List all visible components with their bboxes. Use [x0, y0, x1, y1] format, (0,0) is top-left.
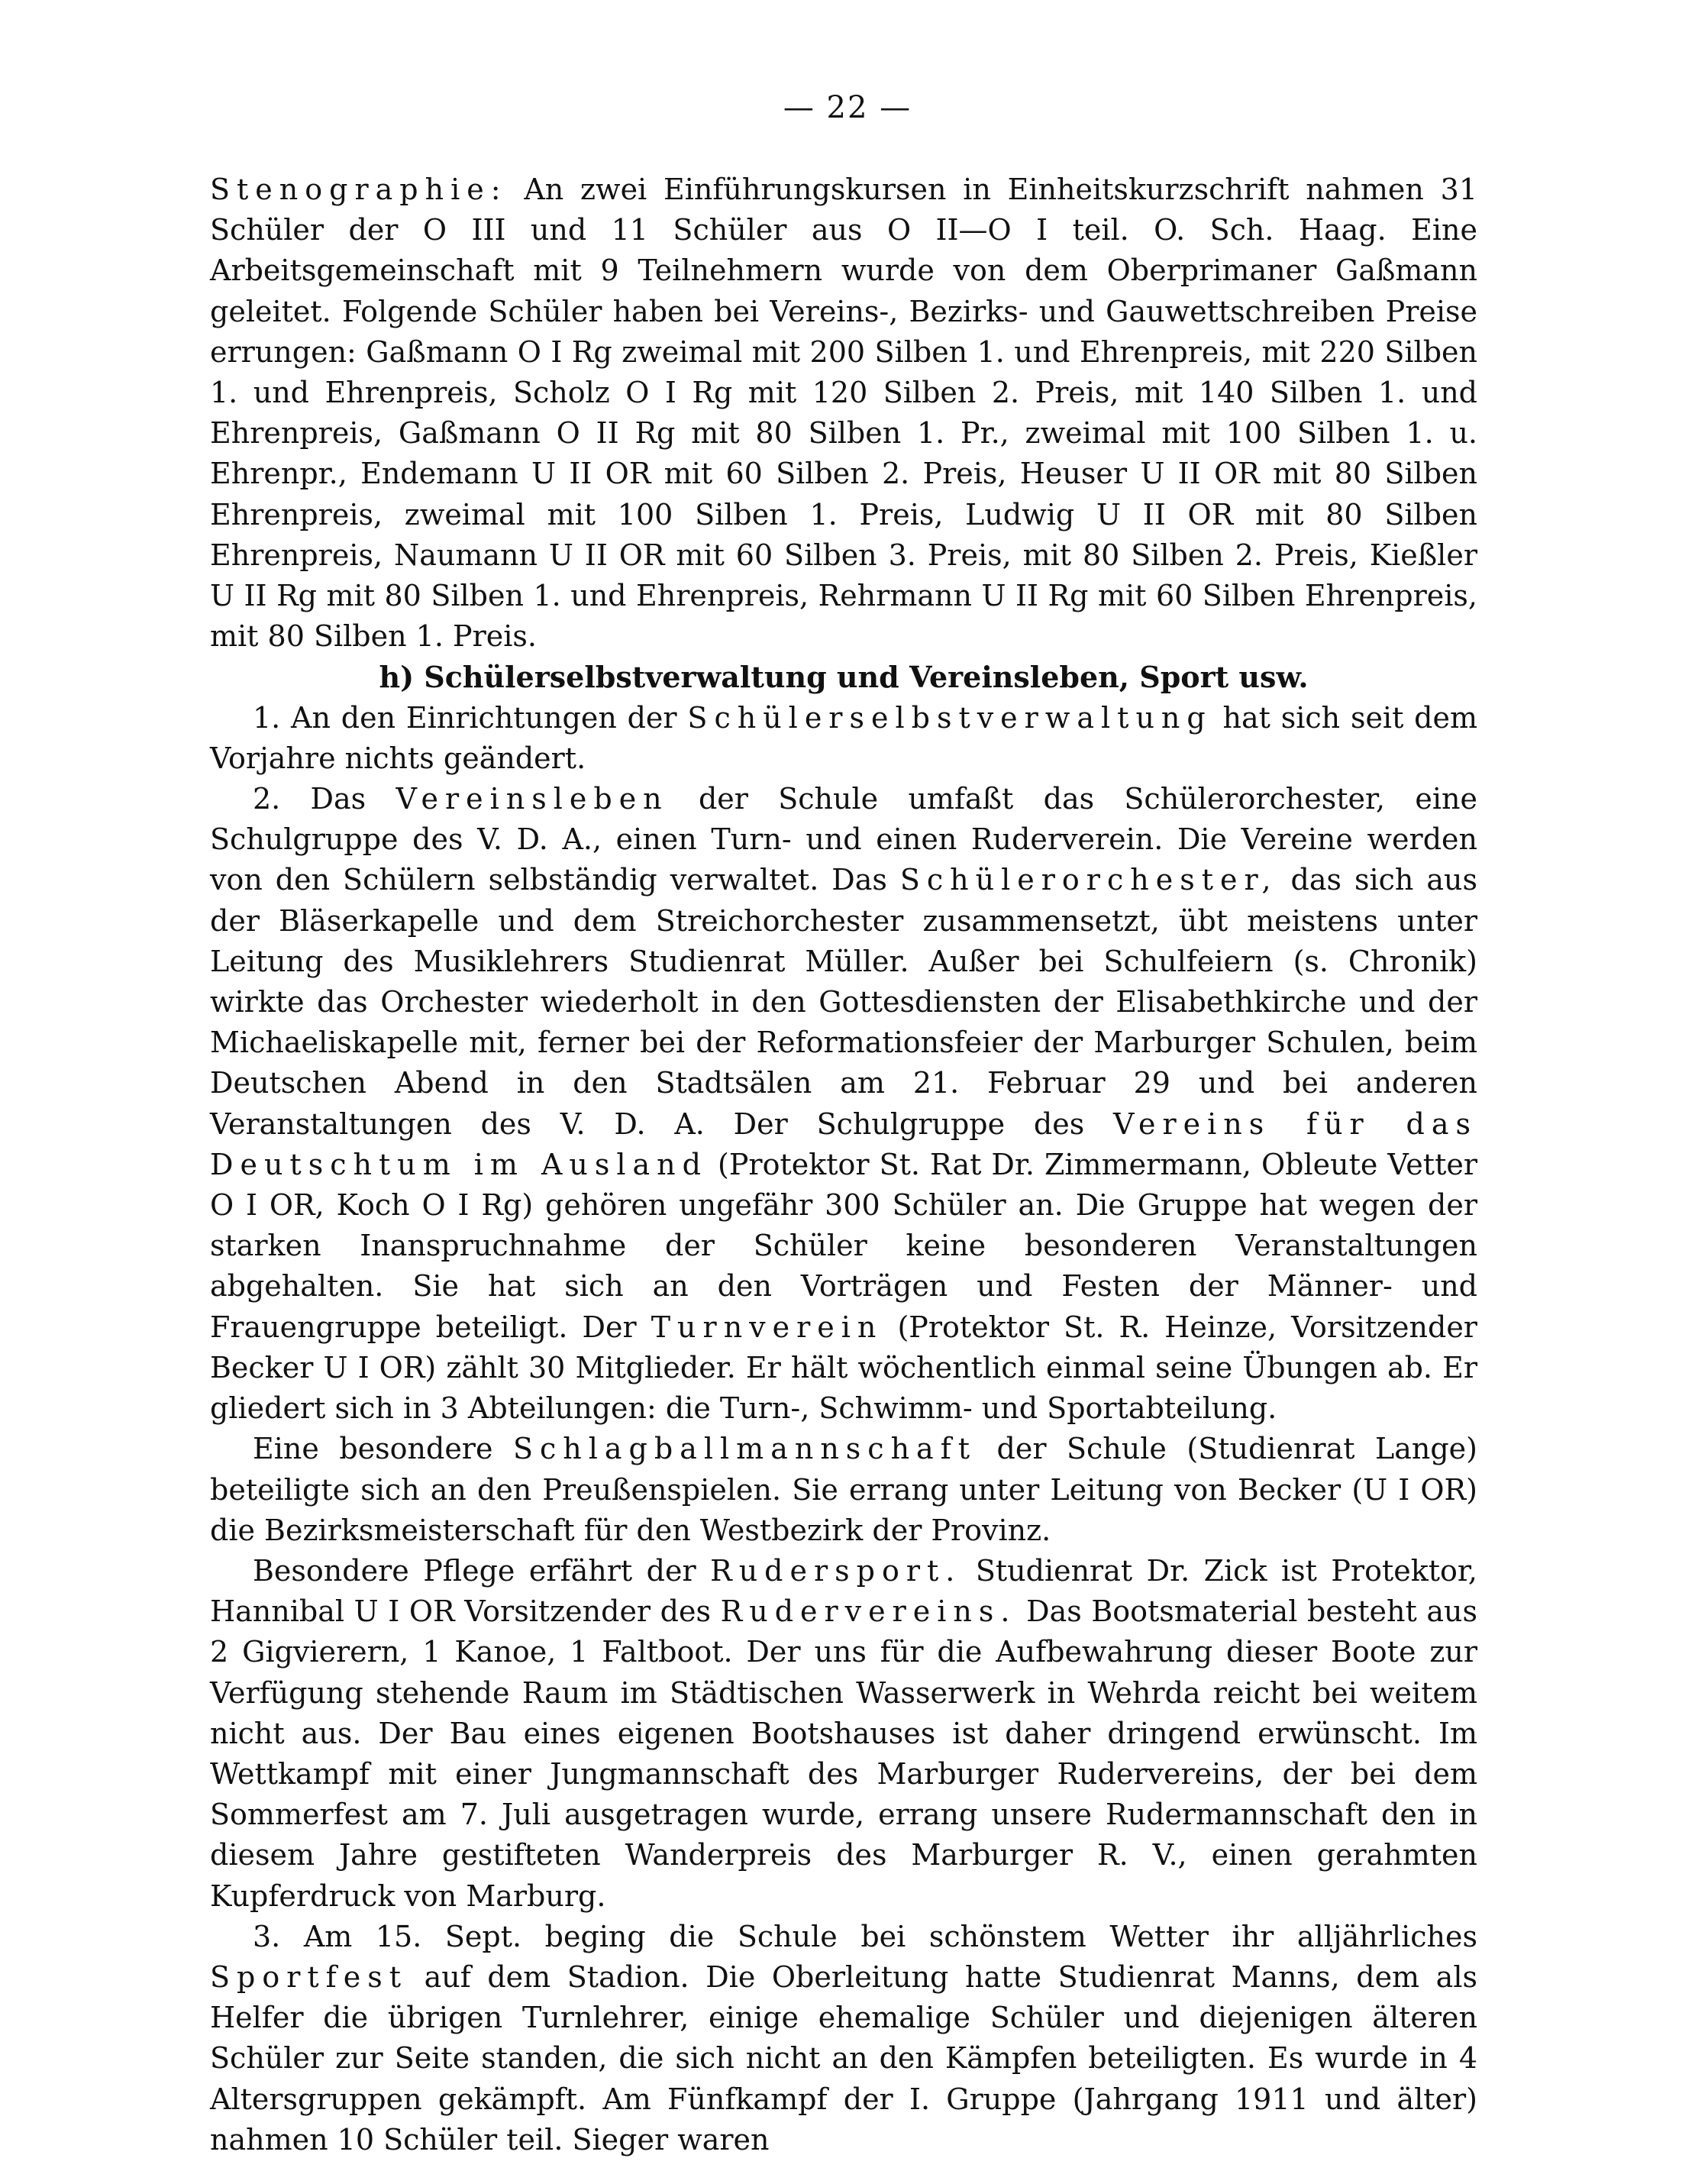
p3-spaced-term: Schlagballmannschaft — [512, 1432, 977, 1466]
p4-text-c: Das Bootsmaterial besteht aus 2 Gigvierern, 1 Kanoe, 1 Faltboot. Der uns für die Aufbewahrung dieser Boote zur Verfügung stehende Raum im Städtischen Wasserwerk in Wehrda reicht bei weitem nicht aus. Der Bau eines eigenen Bootshauses ist daher dringend erwünscht. Im Wettkampf mit einer Jungmannschaft des Marburger Rudervereins, der bei dem Sommerfest am 7. Juli ausgetragen wurde, errang unsere Rudermannschaft den in diesem Jahre gestifteten Wanderpreis des Marburger R. V., einen gerahmten Kupferdruck von Marburg. — [210, 1594, 1477, 1913]
body-text — [210, 170, 1477, 2160]
p3-text-a: Eine besondere — [253, 1432, 493, 1466]
page-number: — 22 — — [783, 90, 912, 125]
p4-spaced-rudersport: Rudersport. — [710, 1553, 962, 1588]
p2-text-e: (Protektor St. R. Heinze, Vorsitzender Becker U I OR) zählt 30 Mitglieder. Er hält wöchentlich einmal seine Übungen ab. Er gliedert sich in 3 Abteilungen: die Turn-, Schwimm- und Sportabteilung. — [210, 1310, 1477, 1426]
p2-text-d: (Protektor St. Rat Dr. Zimmermann, Obleute Vetter O I OR, Koch O I Rg) gehören ungefähr 300 Schüler an. Die Gruppe hat wegen der starken Inanspruchnahme der Schüler keine besonderen Veranstaltungen abgehalten. Sie hat sich an den Vorträgen und Festen der Männer- und Frauengruppe beteiligt. Der — [210, 1147, 1477, 1344]
p2-spaced-vereinsleben: Vereinsleben — [396, 782, 669, 816]
p1-text-b: hat sich seit dem Vorjahre nichts geändert. — [210, 700, 1477, 775]
p2-spaced-turnverein: Turnverein — [651, 1310, 883, 1344]
p3-text-b: der Schule (Studienrat Lange) beteiligte sich an den Preußenspielen. Sie errang unter Leitung von Becker (U I OR) die Bezirksmeisterschaft für den Westbezirk der Provinz. — [210, 1432, 1477, 1547]
p2-text-a: 2. Das — [253, 782, 366, 816]
p5-spaced-sportfest: Sportfest — [210, 1959, 408, 1994]
paragraph-sportfest — [210, 1917, 1477, 2160]
p5-text-a: 3. Am 15. Sept. beging die Schule bei schönstem Wetter ihr alljährliches — [253, 1919, 1477, 1953]
p5-text-b: auf dem Stadion. Die Oberleitung hatte Studienrat Manns, dem als Helfer die übrigen Turnlehrer, einige ehemalige Schüler und diejenigen älteren Schüler zur Seite standen, die sich nicht an den Kämpfen beteiligten. Es wurde in 4 Altersgruppen gekämpft. Am Fünfkampf der I. Gruppe (Jahrgang 1911 und älter) nahmen 10 Schüler teil. Sieger waren — [210, 1959, 1477, 2157]
p2-text-b: der Schule umfaßt das Schülerorchester, eine Schulgruppe des V. D. A., einen Turn- und einen Ruderverein. Die Vereine werden von den Schülern selbständig verwaltet. Das — [210, 782, 1477, 897]
section-heading: h) Schülerselbstverwaltung und Vereinsleben, Sport usw. — [379, 660, 1309, 695]
p2-spaced-vda: Vereins für das Deutschtum im Ausland — [210, 1107, 1477, 1181]
stenographie-label: Stenographie: — [210, 173, 508, 206]
paragraph-selbstverwaltung — [210, 698, 1477, 779]
p2-text-c: das sich aus der Bläserkapelle und dem Streichorchester zusammensetzt, übt meistens unter Leitung des Musiklehrers Studienrat Müller. Außer bei Schulfeiern (s. Chronik) wirkte das Orchester wiederholt in den Gottesdiensten der Elisabethkirche und der Michaeliskapelle mit, ferner bei der Reformationsfeier der Marburger Schulen, beim Deutschen Abend in den Stadtsälen am 21. Februar 29 und bei anderen Veranstaltungen des V. D. A. Der Schulgruppe des — [210, 863, 1477, 1141]
p4-text-b: Studienrat Dr. Zick ist Protektor, Hannibal U I OR Vorsitzender des — [210, 1553, 1477, 1629]
paragraph-schlagball — [210, 1429, 1477, 1551]
p4-spaced-ruderverein: Rudervereins. — [720, 1594, 1017, 1629]
stenographie-text: An zwei Einführungskursen in Einheitskurzschrift nahmen 31 Schüler der O III und 11 Schüler aus O II—O I teil. O. Sch. Haag. Eine Arbeitsgemeinschaft mit 9 Teilnehmern wurde von dem Oberprimaner Gaßmann geleitet. Folgende Schüler haben bei Vereins-, Bezirks- und Gauwettschreiben Preise errungen: Gaßmann O I Rg zweimal mit 200 Silben 1. und Ehrenpreis, mit 220 Silben 1. und Ehrenpreis, Scholz O I Rg mit 120 Silben 2. Preis, mit 140 Silben 1. und Ehrenpreis, Gaßmann O II Rg mit 80 Silben 1. Pr., zweimal mit 100 Silben 1. u. Ehrenpr., Endemann U II OR mit 60 Silben 2. Preis, Heuser U II OR mit 80 Silben Ehrenpreis, zweimal mit 100 Silben 1. Preis, Ludwig U II OR mit 80 Silben Ehrenpreis, Naumann U II OR mit 60 Silben 3. Preis, mit 80 Silben 2. Preis, Kießler U II Rg mit 80 Silben 1. und Ehrenpreis, Rehrmann U II Rg mit 60 Silben Ehrenpreis, mit 80 Silben 1. Preis. — [210, 173, 1477, 654]
p2-spaced-orchester: Schülerorchester, — [899, 863, 1278, 897]
p1-text-a: 1. An den Einrichtungen der — [253, 700, 677, 735]
paragraph-rudersport — [210, 1551, 1477, 1917]
paragraph-stenographie — [210, 170, 1477, 657]
p1-spaced-term: Schülerselbstverwaltung — [687, 700, 1212, 735]
p4-text-a: Besondere Pflege erfährt der — [253, 1553, 696, 1588]
paragraph-vereinsleben — [210, 779, 1477, 1429]
